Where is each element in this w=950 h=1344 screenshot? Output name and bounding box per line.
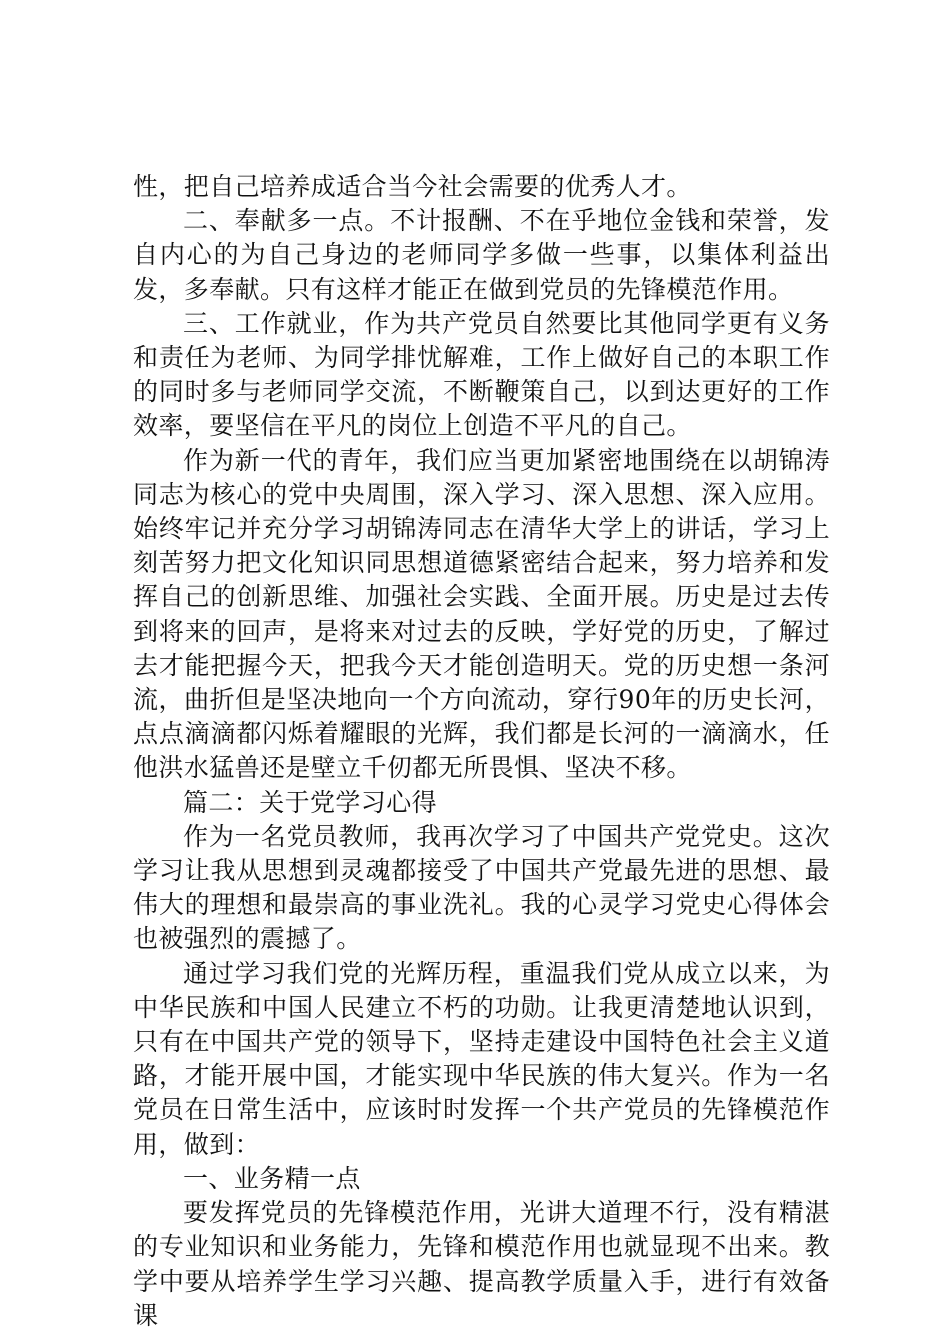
paragraph-3: 三、工作就业，作为共产党员自然要比其他同学更有义务和责任为老师、为同学排忧解难，工作上做好自己的本职工作的同时多与老师同学交流，不断鞭策自己，以到达更好的工作效率，要坚信在平凡的岗位上创造不平凡的自己。 bbox=[133, 308, 830, 441]
paragraph-6: 作为一名党员教师，我再次学习了中国共产党党史。这次学习让我从思想到灵魂都接受了中国共产党最先进的思想、最伟大的理想和最崇高的事业洗礼。我的心灵学习党史心得体会也被强烈的震撼了。 bbox=[133, 821, 830, 954]
document-body bbox=[133, 170, 830, 1333]
section-heading-part-two: 篇二：关于党学习心得 bbox=[183, 787, 438, 817]
paragraph-9: 要发挥党员的先锋模范作用，光讲大道理不行，没有精湛的专业知识和业务能力，先锋和模范作用也就显现不出来。教学中要从培养学生学习兴趣、提高教学质量入手，进行有效备课 bbox=[133, 1198, 830, 1330]
subheading-business-skills: 一、业务精一点 bbox=[183, 1163, 361, 1193]
paragraph-1: 性，把自己培养成适合当今社会需要的优秀人才。 bbox=[133, 172, 692, 201]
paragraph-7: 通过学习我们党的光辉历程，重温我们党从成立以来，为中华民族和中国人民建立不朽的功勋。让我更清楚地认识到，只有在中国共产党的领导下，坚持走建设中国特色社会主义道路，才能开展中国，才能实现中华民族的伟大复兴。作为一名党员在日常生活中，应该时时发挥一个共产党员的先锋模范作用，做到： bbox=[133, 958, 830, 1159]
paragraph-4: 作为新一代的青年，我们应当更加紧密地围绕在以胡锦涛同志为核心的党中央周围，深入学习、深入思想、深入应用。始终牢记并充分学习胡锦涛同志在清华大学上的讲话，学习上刻苦努力把文化知识同思想道德紧密结合起来，努力培养和发挥自己的创新思维、加强社会实践、全面开展。历史是过去传到将来的回声，是将来对过去的反映，学好党的历史，了解过去才能把握今天，把我今天才能创造明天。党的历史想一条河流，曲折但是坚决地向一个方向流动，穿行90年的历史长河，点点滴滴都闪烁着耀眼的光辉，我们都是长河的一滴滴水，任他洪水猛兽还是壁立千仞都无所畏惧、坚决不移。 bbox=[133, 445, 830, 783]
paragraph-2: 二、奉献多一点。不计报酬、不在乎地位金钱和荣誉，发自内心的为自己身边的老师同学多做一些事，以集体利益出发，多奉献。只有这样才能正在做到党员的先锋模范作用。 bbox=[133, 206, 830, 304]
